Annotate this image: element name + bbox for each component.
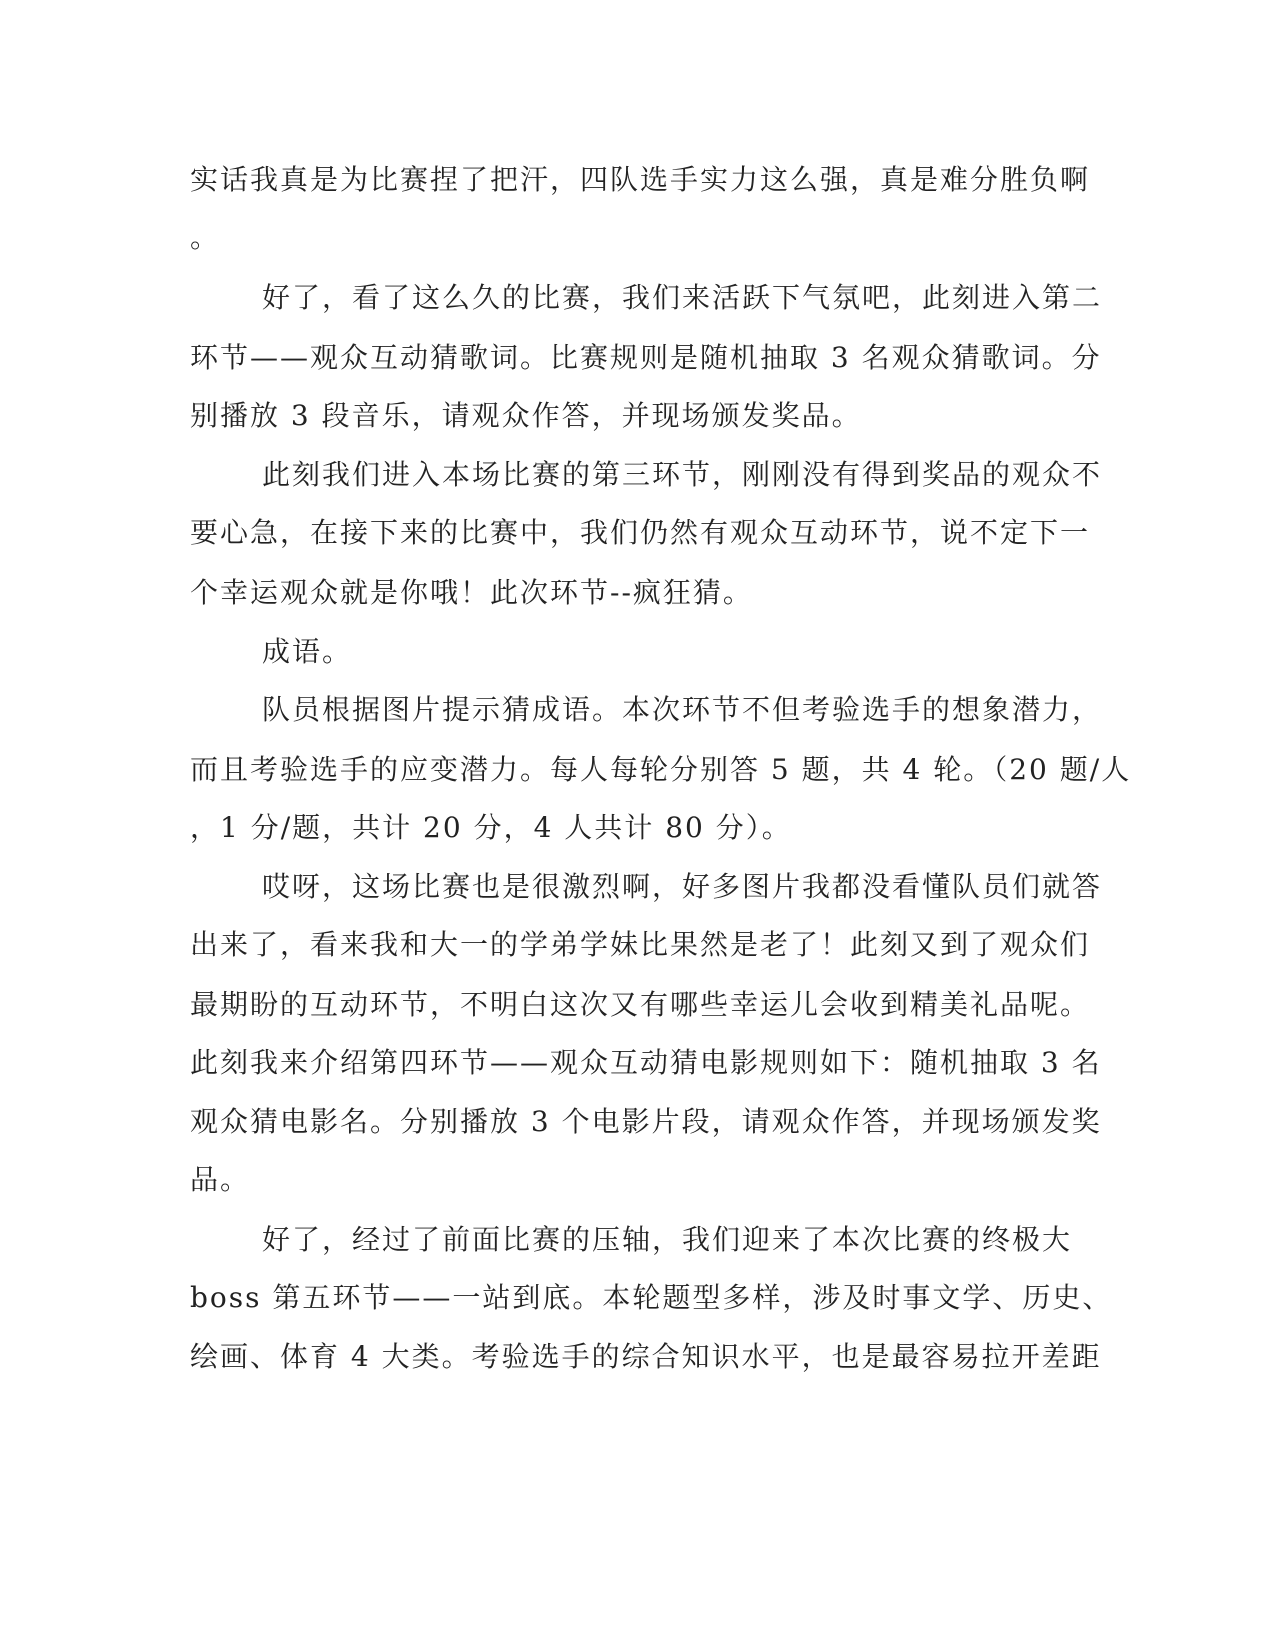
text-line: 品。	[190, 1163, 251, 1196]
text-line: 最期盼的互动环节，不明白这次又有哪些幸运儿会收到精美礼品呢。	[190, 988, 1091, 1021]
text-line: 而且考验选手的应变潜力。每人每轮分别答 5 题，共 4 轮。（20 题/人	[190, 753, 1132, 786]
paragraph-start-line: 好了，看了这么久的比赛，我们来活跃下气氛吧，此刻进入第二	[262, 281, 1103, 314]
text-line: 要心急，在接下来的比赛中，我们仍然有观众互动环节，说不定下一	[190, 516, 1091, 549]
text-line: ，1 分/题，共计 20 分，4 人共计 80 分）。	[190, 811, 792, 844]
paragraph-start-line: 哎呀，这场比赛也是很激烈啊，好多图片我都没看懂队员们就答	[262, 870, 1103, 903]
text-line: 此刻我来介绍第四环节——观众互动猜电影规则如下：随机抽取 3 名	[190, 1046, 1102, 1079]
text-line: 实话我真是为比赛捏了把汗，四队选手实力这么强，真是难分胜负啊	[190, 163, 1091, 196]
text-line: boss 第五环节——一站到底。本轮题型多样，涉及时事文学、历史、	[190, 1281, 1113, 1314]
text-line: 观众猜电影名。分别播放 3 个电影片段，请观众作答，并现场颁发奖	[190, 1105, 1102, 1138]
text-line: 别播放 3 段音乐，请观众作答，并现场颁发奖品。	[190, 399, 862, 432]
text-line: 出来了，看来我和大一的学弟学妹比果然是老了！此刻又到了观众们	[190, 928, 1091, 961]
text-line: 。	[190, 221, 221, 254]
paragraph-start-line: 此刻我们进入本场比赛的第三环节，刚刚没有得到奖品的观众不	[262, 458, 1103, 491]
text-line: 绘画、体育 4 大类。考验选手的综合知识水平，也是最容易拉开差距	[190, 1340, 1102, 1373]
paragraph-start-line: 成语。	[262, 635, 353, 668]
text-line: 个幸运观众就是你哦！此次环节--疯狂猜。	[190, 576, 753, 609]
paragraph-start-line: 好了，经过了前面比赛的压轴，我们迎来了本次比赛的终极大	[262, 1223, 1073, 1256]
paragraph-start-line: 队员根据图片提示猜成语。本次环节不但考验选手的想象潜力，	[262, 693, 1103, 726]
text-line: 环节——观众互动猜歌词。比赛规则是随机抽取 3 名观众猜歌词。分	[190, 341, 1102, 374]
